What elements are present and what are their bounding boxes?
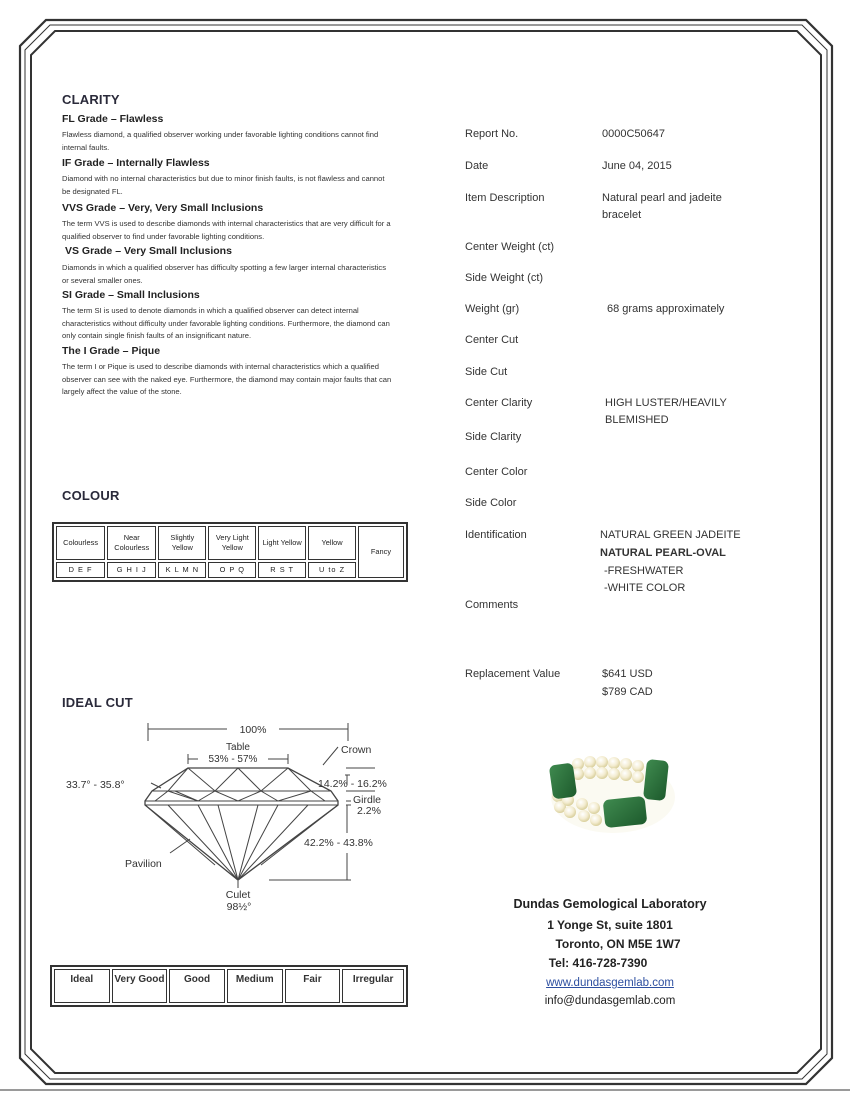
grade-i-title: The I Grade – Pique (62, 345, 161, 357)
diagram-culet-value: 98½° (226, 901, 252, 913)
colour-scale-table (52, 522, 408, 582)
center-clarity-value: HIGH LUSTER/HEAVILY BLEMISHED (605, 397, 727, 426)
diagram-culet-label: Culet (225, 889, 251, 901)
lab-address-line2: Toronto, ON M5E 1W7 (555, 937, 681, 951)
lab-website-link[interactable]: www.dundasgemlab.com (546, 977, 674, 989)
bracelet-photo (548, 752, 678, 837)
colour-fancy-cell: Fancy (358, 526, 404, 578)
colour-col-letters: K L M N (158, 562, 206, 578)
colour-col-label: Very Light Yellow (208, 526, 256, 560)
field-label: Identification (465, 529, 527, 541)
grade-vs-title: VS Grade – Very Small Inclusions (65, 245, 232, 257)
item-description-value: Natural pearl and jadeite bracelet (602, 192, 722, 221)
grade-vs-desc: Diamonds in which a qualified observer has difficulty spotting a few larger internal characteristics or several smaller ones. (62, 263, 387, 285)
colour-col-letters: G H I J (107, 562, 156, 578)
colour-col-letters: R S T (258, 562, 306, 578)
clarity-heading: CLARITY (62, 92, 120, 107)
grade-vvs-desc: The term VVS is used to describe diamonds with internal characteristics that are very difficult for a qualified observer to find under favorable lighting conditions. (62, 219, 391, 241)
scan-edge (0, 1089, 850, 1091)
colour-col-label: Slightly Yellow (158, 526, 206, 560)
colour-col-label: Light Yellow (258, 526, 306, 560)
cut-grade-cell: Irregular (342, 969, 404, 1003)
cut-grade-cell: Good (169, 969, 225, 1003)
diagram-pavilion-depth: 42.2% - 43.8% (304, 837, 373, 849)
field-label: Side Color (465, 497, 517, 509)
identification-line: -WHITE COLOR (604, 582, 686, 594)
replacement-value-usd: $641 USD (602, 668, 653, 680)
diagram-table-label: Table (226, 742, 250, 753)
cut-grade-cell: Very Good (112, 969, 168, 1003)
field-label: Center Clarity (465, 397, 533, 409)
field-label: Comments (465, 599, 519, 611)
field-label: Center Cut (465, 334, 519, 346)
colour-heading: COLOUR (62, 488, 120, 503)
diamond-cut-diagram (55, 715, 415, 915)
weight-value: 68 grams approximately (607, 303, 725, 315)
lab-email[interactable]: info@dundasgemlab.com (544, 995, 676, 1007)
date-value: June 04, 2015 (602, 160, 672, 172)
grade-if-title: IF Grade – Internally Flawless (62, 157, 210, 169)
diagram-table-range: 53% - 57% (208, 754, 258, 765)
field-label: Report No. (465, 128, 519, 140)
colour-col-label: Colourless (56, 526, 105, 560)
identification-line: NATURAL PEARL-OVAL (600, 547, 726, 559)
report-number-value: 0000C50647 (602, 128, 666, 140)
cut-grade-cell: Ideal (54, 969, 110, 1003)
grade-i-desc: The term I or Pique is used to describe diamonds with internal characteristics which a qualified observer can see with the naked eye. Furthermore, the diamond may contain major faults that can largely affect the value of the stone. (62, 362, 392, 397)
identification-line: -FRESHWATER (604, 565, 684, 577)
cut-grade-cell: Medium (227, 969, 283, 1003)
cut-grade-table (50, 965, 408, 1007)
grade-fl-desc: Flawless diamond, a qualified observer working under favorable lighting conditions cannot find internal faults. (62, 130, 379, 152)
field-label: Side Cut (465, 366, 508, 378)
diagram-total-label: 100% (239, 724, 267, 736)
diagram-girdle-value: 2.2% (357, 805, 381, 817)
ideal-cut-heading: IDEAL CUT (62, 695, 133, 710)
field-label: Side Weight (ct) (465, 272, 544, 284)
field-label: Center Color (465, 466, 528, 478)
diagram-crown-height: 14.2% - 16.2% (318, 778, 387, 790)
lab-address-line1: 1 Yonge St, suite 1801 (547, 918, 673, 932)
colour-col-letters: O P Q (208, 562, 256, 578)
field-label: Date (465, 160, 489, 172)
diagram-crown-angle: 33.7° - 35.8° (66, 779, 125, 791)
grade-if-desc: Diamond with no internal characteristics but due to minor finish faults, is not flawless and cannot be designated FL. (62, 174, 385, 196)
field-label: Side Clarity (465, 431, 522, 443)
field-label: Replacement Value (465, 668, 561, 680)
diagram-pavilion-label: Pavilion (125, 858, 162, 870)
colour-col-letters: D E F (56, 562, 105, 578)
replacement-value-cad: $789 CAD (602, 686, 653, 698)
field-label: Center Weight (ct) (465, 241, 555, 253)
grade-si-title: SI Grade – Small Inclusions (62, 289, 200, 301)
field-label: Item Description (465, 192, 545, 204)
colour-col-letters: U to Z (308, 562, 356, 578)
field-label: Weight (gr) (465, 303, 520, 315)
grade-vvs-title: VVS Grade – Very, Very Small Inclusions (62, 202, 264, 214)
lab-name: Dundas Gemological Laboratory (513, 897, 707, 911)
diagram-crown-label: Crown (341, 744, 372, 756)
cut-grade-cell: Fair (285, 969, 341, 1003)
lab-phone: Tel: 416-728-7390 (548, 956, 648, 970)
colour-col-label: Yellow (308, 526, 356, 560)
grade-fl-title: FL Grade – Flawless (62, 113, 164, 125)
identification-line: NATURAL GREEN JADEITE (600, 529, 741, 541)
colour-col-label: Near Colourless (107, 526, 156, 560)
grade-si-desc: The term SI is used to denote diamonds in which a qualified observer can detect internal characteristics without difficulty under favorable lighting conditions. Furthermore, the diamond can only contain single finish faults of an insignificant nature. (62, 306, 390, 341)
diagram-girdle-label: Girdle (353, 794, 382, 806)
